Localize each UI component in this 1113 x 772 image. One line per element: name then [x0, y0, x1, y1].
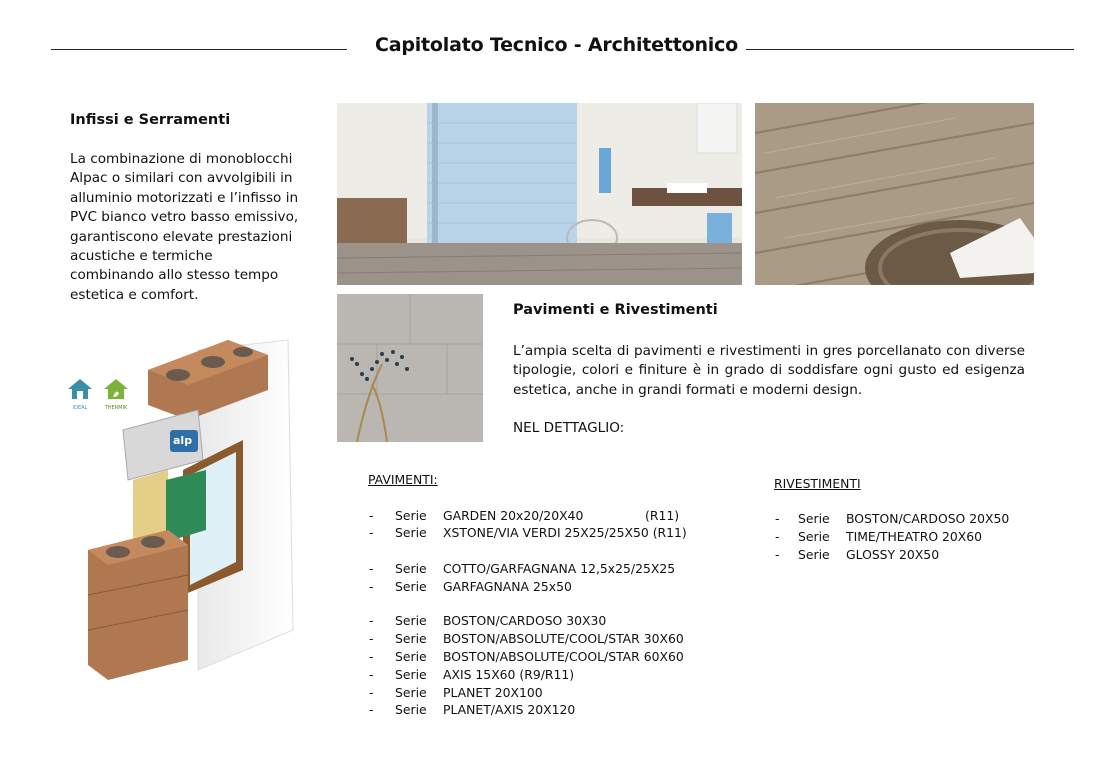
list-item: - Serie AXIS 15X60 (R9/R11) — [369, 667, 575, 682]
list-item: - Serie BOSTON/CARDOSO 30X30 — [369, 613, 607, 628]
pavimenti-rivestimenti-heading: Pavimenti e Rivestimenti — [513, 302, 718, 318]
alp-logo: alp — [173, 434, 193, 447]
wood-floor-photo — [755, 103, 1034, 285]
page-title: Capitolato Tecnico - Architettonico — [0, 34, 1113, 56]
detail-label: NEL DETTAGLIO: — [513, 420, 625, 436]
pavimenti-rivestimenti-text — [513, 342, 1025, 400]
infissi-line: La combinazione di monoblocchi — [70, 151, 293, 167]
pavimenti-list-title: PAVIMENTI: — [368, 472, 438, 487]
bathroom-photo — [337, 103, 742, 285]
pavimenti-line: L’ampia scelta di pavimenti e rivestimenti in gres porcellanato con diverse — [513, 343, 1025, 359]
ideal-badge: IDEAL — [66, 377, 94, 409]
tile-photo — [337, 294, 483, 442]
infissi-line: Alpac o similari con avvolgibili in — [70, 170, 293, 187]
infissi-text — [70, 150, 330, 305]
infissi-line: alluminio motorizzati e l’infisso in — [70, 189, 299, 206]
list-item: - Serie GARFAGNANA 25x50 — [369, 579, 572, 594]
window-monoblock-illustration — [78, 330, 298, 690]
pavimenti-line: estetica, anche in grandi formati e moderni design. — [513, 381, 863, 398]
infissi-line: garantiscono elevate prestazioni — [70, 228, 293, 245]
list-item: - Serie COTTO/GARFAGNANA 12,5x25/25X25 — [369, 561, 676, 576]
thermik-badge: THERMIK — [102, 377, 130, 409]
rivestimenti-list-title: RIVESTIMENTI — [774, 476, 861, 491]
list-item: - Serie BOSTON/CARDOSO 20X50 — [775, 511, 1010, 526]
infissi-line: estetica e comfort. — [70, 286, 199, 303]
list-item: - Serie BOSTON/ABSOLUTE/COOL/STAR 60X60 — [369, 649, 684, 664]
list-item: - Serie PLANET/AXIS 20X120 — [369, 702, 576, 717]
pavimenti-line: tipologie, colori e finiture è in grado di soddisfare ogni gusto ed esigenza — [513, 362, 1025, 379]
list-item: - Serie GLOSSY 20X50 — [775, 547, 940, 562]
infissi-line: PVC bianco vetro basso emissivo, — [70, 209, 299, 226]
list-item: - Serie GARDEN 20x20/20X40 (R11) — [369, 508, 680, 523]
infissi-heading: Infissi e Serramenti — [70, 112, 231, 128]
list-item: - Serie BOSTON/ABSOLUTE/COOL/STAR 30X60 — [369, 631, 684, 646]
list-item: - Serie TIME/THEATRO 20X60 — [775, 529, 983, 544]
infissi-line: acustiche e termiche — [70, 248, 213, 265]
infissi-line: combinando allo stesso tempo — [70, 267, 279, 284]
list-item: - Serie XSTONE/VIA VERDI 25X25/25X50 (R11) — [369, 525, 687, 540]
list-item: - Serie PLANET 20X100 — [369, 685, 543, 700]
